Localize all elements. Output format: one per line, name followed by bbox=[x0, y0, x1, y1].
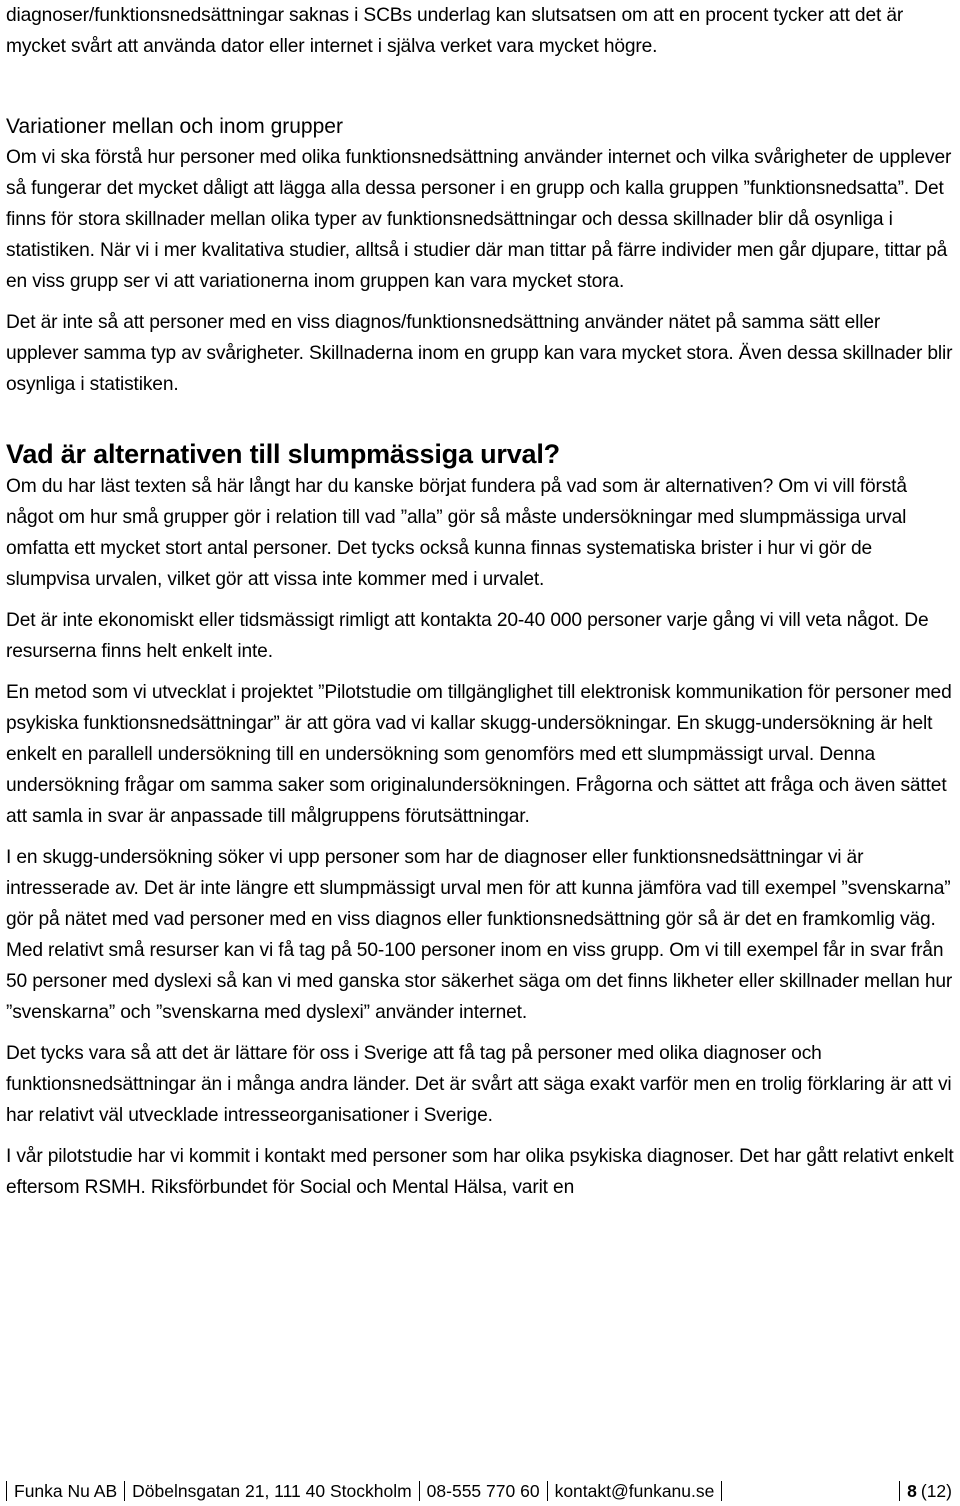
footer-separator bbox=[6, 1481, 7, 1501]
footer-company: Funka Nu AB bbox=[14, 1481, 118, 1501]
footer-separator bbox=[899, 1481, 900, 1501]
paragraph-alternativen-4: I en skugg-undersökning söker vi upp personer som har de diagnoser eller funktionsnedsättningar vi är intresserade av. Det är inte längre ett slumpmässigt urval men för att kunna jämföra vad till exempel ”svenskarna” gör på nätet med vad personer med en viss diagnos eller funktionsnedsättning gör så är det en framkomlig väg. Med relativt små resurser kan vi få tag på 50-100 personer inom en viss grupp. Om vi till exempel får in svar från 50 personer med dyslexi så kan vi med ganska stor säkerhet säga om det finns likheter eller skillnader mellan hur ”svenskarna” och ”svenskarna med dyslexi” använder internet. bbox=[6, 847, 953, 1023]
footer-separator bbox=[721, 1481, 722, 1501]
paragraph-intro: diagnoser/funktionsnedsättningar saknas i SCBs underlag kan slutsatsen om att en procent tycker att det är mycket svårt att använda dator eller internet i själva verket vara mycket högre. bbox=[6, 5, 904, 57]
paragraph-alternativen-6: I vår pilotstudie har vi kommit i kontakt med personer som har olika psykiska diagnoser. Det har gått relativt enkelt eftersom RSMH. Riksförbundet för Social och Mental Hälsa, varit en bbox=[6, 1146, 954, 1198]
paragraph-alternativen-5: Det tycks vara så att det är lättare för oss i Sverige att få tag på personer med olika diagnoser och funktionsnedsättningar än i många andra länder. Det är svårt att säga exakt varför men en trolig förklaring är att vi har relativt väl utvecklade intresseorganisationer i Sverige. bbox=[6, 1043, 952, 1126]
footer-address: Döbelnsgatan 21, 111 40 Stockholm bbox=[132, 1481, 412, 1501]
footer-phone: 08-555 770 60 bbox=[426, 1481, 540, 1501]
page-footer bbox=[6, 1476, 952, 1506]
footer-separator bbox=[547, 1481, 548, 1501]
paragraph-alternativen-2: Det är inte ekonomiskt eller tidsmässigt rimligt att kontakta 20-40 000 personer varje gång vi vill veta något. De resurserna finns helt enkelt inte. bbox=[6, 610, 929, 662]
footer-page-current: 8 bbox=[907, 1481, 917, 1501]
paragraph-alternativen-1: Om du har läst texten så här långt har du kanske börjat fundera på vad som är alternativen? Om vi vill förstå något om hur små grupper gör i relation till vad ”alla” gör så måste undersökningar med slumpmässiga urval omfatta ett mycket stort antal personer. Det tycks också kunna finnas systematiska brister i hur vi gör de slumpvisa urvalen, vilket gör att vissa inte kommer med i urvalet. bbox=[6, 476, 907, 590]
footer-email: kontakt@funkanu.se bbox=[554, 1481, 715, 1501]
paragraph-alternativen-3: En metod som vi utvecklat i projektet ”Pilotstudie om tillgänglighet till elektronisk kommunikation för personer med psykiska funktionsnedsättningar” är att göra vad vi kallar skugg-undersökningar. En skugg-undersökning är helt enkelt en parallell undersökning till en undersökning som genomförs med ett slumpmässigt urval. Denna undersökning frågar om samma saker som originalundersökningen. Frågorna och sättet att fråga och även sättet att samla in svar är anpassade till målgruppens förutsättningar. bbox=[6, 682, 952, 827]
footer-separator bbox=[124, 1481, 125, 1501]
subheading-variationer: Variationer mellan och inom grupper bbox=[6, 115, 343, 138]
footer-separator bbox=[419, 1481, 420, 1501]
footer-page-total: (12) bbox=[920, 1481, 952, 1501]
paragraph-variationer-1: Om vi ska förstå hur personer med olika funktionsnedsättning använder internet och vilka svårigheter de upplever så fungerar det mycket dåligt att lägga alla dessa personer i en grupp och kalla gruppen ”funktionsnedsatta”. Det finns för stora skillnader mellan olika typer av funktionsnedsättningar och dessa skillnader blir då osynliga i statistiken. När vi i mer kvalitativa studier, alltså i studier där man tittar på färre individer men går djupare, tittar på en viss grupp ser vi att variationerna inom gruppen kan vara mycket stora. bbox=[6, 147, 952, 292]
paragraph-variationer-2: Det är inte så att personer med en viss diagnos/funktionsnedsättning använder nätet på samma sätt eller upplever samma typ av svårigheter. Skillnaderna inom en grupp kan vara mycket stora. Även dessa skillnader blir osynliga i statistiken. bbox=[6, 312, 953, 395]
heading-alternativen: Vad är alternativen till slumpmässiga urval? bbox=[6, 439, 560, 469]
